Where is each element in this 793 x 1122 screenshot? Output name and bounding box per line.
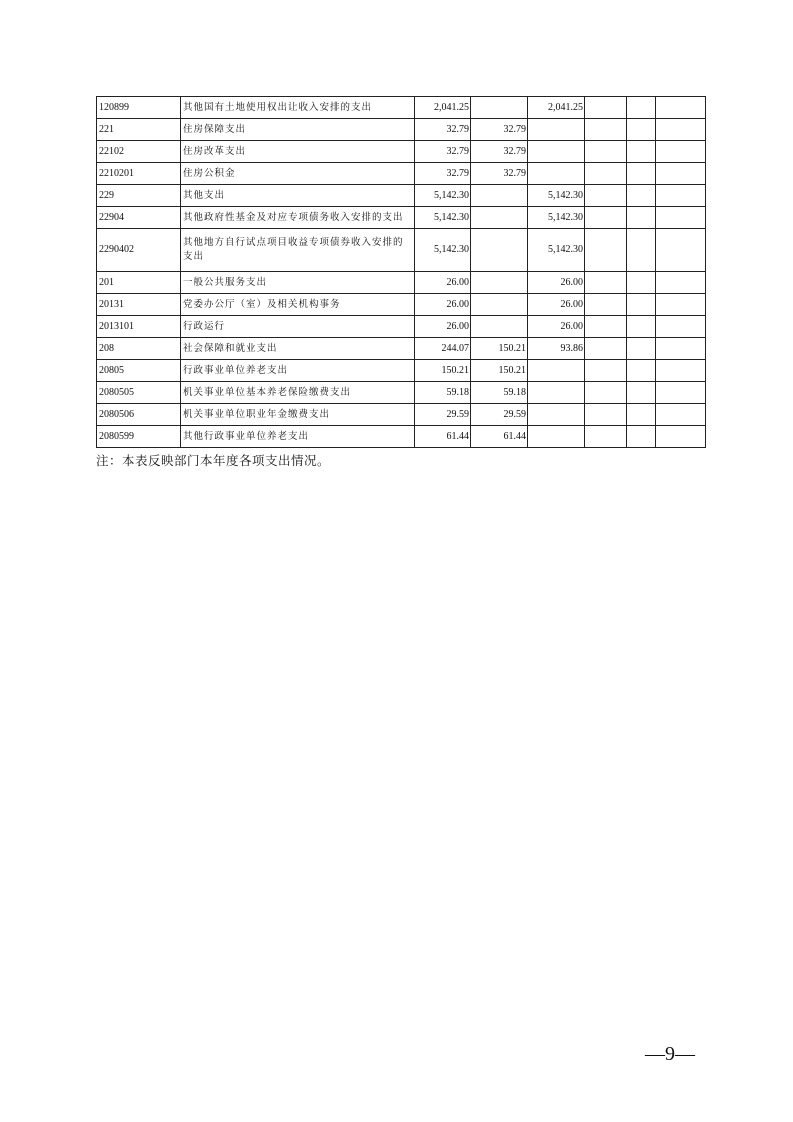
empty-cell: [585, 163, 627, 185]
account-name-cell: 其他国有土地使用权出让收入安排的支出: [181, 97, 415, 119]
empty-cell: [585, 338, 627, 360]
empty-cell: [656, 207, 706, 229]
total-amount-cell: 26.00: [415, 316, 471, 338]
empty-cell: [656, 316, 706, 338]
basic-expenditure-cell: 61.44: [471, 426, 528, 448]
empty-cell: [627, 207, 656, 229]
table-row: [97, 360, 706, 382]
project-expenditure-cell: 26.00: [528, 316, 585, 338]
account-name-cell: 住房公积金: [181, 163, 415, 185]
total-amount-cell: 244.07: [415, 338, 471, 360]
empty-cell: [656, 426, 706, 448]
table-row: [97, 294, 706, 316]
total-amount-cell: 26.00: [415, 272, 471, 294]
basic-expenditure-cell: [471, 272, 528, 294]
total-amount-cell: 5,142.30: [415, 229, 471, 272]
project-expenditure-cell: 5,142.30: [528, 229, 585, 272]
empty-cell: [585, 404, 627, 426]
basic-expenditure-cell: 29.59: [471, 404, 528, 426]
empty-cell: [656, 229, 706, 272]
empty-cell: [627, 229, 656, 272]
basic-expenditure-cell: [471, 229, 528, 272]
empty-cell: [627, 426, 656, 448]
empty-cell: [585, 294, 627, 316]
account-name-cell: 行政运行: [181, 316, 415, 338]
project-expenditure-cell: 2,041.25: [528, 97, 585, 119]
table-row: [97, 119, 706, 141]
empty-cell: [585, 382, 627, 404]
empty-cell: [656, 185, 706, 207]
account-name-cell: 社会保障和就业支出: [181, 338, 415, 360]
total-amount-cell: 32.79: [415, 119, 471, 141]
empty-cell: [656, 360, 706, 382]
basic-expenditure-cell: 32.79: [471, 141, 528, 163]
project-expenditure-cell: [528, 163, 585, 185]
total-amount-cell: 150.21: [415, 360, 471, 382]
table-row: [97, 185, 706, 207]
table-row: [97, 141, 706, 163]
total-amount-cell: 26.00: [415, 294, 471, 316]
account-name-cell: 住房保障支出: [181, 119, 415, 141]
empty-cell: [656, 382, 706, 404]
table-row: [97, 316, 706, 338]
project-expenditure-cell: 26.00: [528, 272, 585, 294]
expenditure-table: [96, 96, 706, 448]
account-name-cell: 一般公共服务支出: [181, 272, 415, 294]
table-row: [97, 382, 706, 404]
account-name-cell: 党委办公厅（室）及相关机构事务: [181, 294, 415, 316]
empty-cell: [627, 316, 656, 338]
basic-expenditure-cell: [471, 316, 528, 338]
table-row: [97, 338, 706, 360]
account-code-cell: 2013101: [97, 316, 181, 338]
table-row: [97, 97, 706, 119]
empty-cell: [585, 119, 627, 141]
account-code-cell: 221: [97, 119, 181, 141]
total-amount-cell: 5,142.30: [415, 207, 471, 229]
empty-cell: [585, 141, 627, 163]
table-row: [97, 426, 706, 448]
project-expenditure-cell: [528, 382, 585, 404]
project-expenditure-cell: [528, 360, 585, 382]
table-row: [97, 163, 706, 185]
account-name-cell: 其他行政事业单位养老支出: [181, 426, 415, 448]
empty-cell: [656, 272, 706, 294]
empty-cell: [656, 294, 706, 316]
account-code-cell: 120899: [97, 97, 181, 119]
basic-expenditure-cell: 150.21: [471, 338, 528, 360]
empty-cell: [627, 119, 656, 141]
page-number: —9—: [645, 1043, 695, 1065]
basic-expenditure-cell: [471, 185, 528, 207]
empty-cell: [585, 207, 627, 229]
empty-cell: [585, 185, 627, 207]
account-code-cell: 2080506: [97, 404, 181, 426]
project-expenditure-cell: [528, 119, 585, 141]
account-code-cell: 22904: [97, 207, 181, 229]
basic-expenditure-cell: [471, 97, 528, 119]
table-row: [97, 272, 706, 294]
empty-cell: [627, 404, 656, 426]
empty-cell: [585, 272, 627, 294]
basic-expenditure-cell: [471, 207, 528, 229]
project-expenditure-cell: 5,142.30: [528, 207, 585, 229]
basic-expenditure-cell: 59.18: [471, 382, 528, 404]
empty-cell: [656, 141, 706, 163]
account-code-cell: 20805: [97, 360, 181, 382]
account-code-cell: 2080505: [97, 382, 181, 404]
empty-cell: [585, 229, 627, 272]
empty-cell: [656, 338, 706, 360]
account-code-cell: 229: [97, 185, 181, 207]
empty-cell: [627, 272, 656, 294]
account-name-cell: 住房改革支出: [181, 141, 415, 163]
empty-cell: [627, 141, 656, 163]
table-body: [97, 97, 706, 448]
account-name-cell: 机关事业单位基本养老保险缴费支出: [181, 382, 415, 404]
empty-cell: [627, 185, 656, 207]
project-expenditure-cell: [528, 141, 585, 163]
total-amount-cell: 59.18: [415, 382, 471, 404]
account-code-cell: 2290402: [97, 229, 181, 272]
empty-cell: [656, 97, 706, 119]
account-code-cell: 2210201: [97, 163, 181, 185]
account-name-cell: 行政事业单位养老支出: [181, 360, 415, 382]
account-name-cell: 其他支出: [181, 185, 415, 207]
account-code-cell: 201: [97, 272, 181, 294]
project-expenditure-cell: 26.00: [528, 294, 585, 316]
total-amount-cell: 32.79: [415, 163, 471, 185]
project-expenditure-cell: [528, 426, 585, 448]
total-amount-cell: 2,041.25: [415, 97, 471, 119]
empty-cell: [585, 316, 627, 338]
empty-cell: [585, 97, 627, 119]
basic-expenditure-cell: 32.79: [471, 119, 528, 141]
account-code-cell: 22102: [97, 141, 181, 163]
total-amount-cell: 61.44: [415, 426, 471, 448]
project-expenditure-cell: [528, 404, 585, 426]
empty-cell: [627, 294, 656, 316]
account-name-cell: 其他政府性基金及对应专项债务收入安排的支出: [181, 207, 415, 229]
empty-cell: [585, 426, 627, 448]
empty-cell: [656, 119, 706, 141]
table-row: [97, 207, 706, 229]
account-name-cell: 机关事业单位职业年金缴费支出: [181, 404, 415, 426]
basic-expenditure-cell: 150.21: [471, 360, 528, 382]
empty-cell: [656, 163, 706, 185]
basic-expenditure-cell: 32.79: [471, 163, 528, 185]
table-note: 注：本表反映部门本年度各项支出情况。: [96, 453, 331, 468]
table-row: [97, 229, 706, 272]
account-name-cell: 其他地方自行试点项目收益专项债券收入安排的支出: [181, 229, 415, 272]
account-code-cell: 208: [97, 338, 181, 360]
empty-cell: [627, 360, 656, 382]
account-code-cell: 20131: [97, 294, 181, 316]
empty-cell: [627, 338, 656, 360]
empty-cell: [627, 163, 656, 185]
account-code-cell: 2080599: [97, 426, 181, 448]
total-amount-cell: 29.59: [415, 404, 471, 426]
empty-cell: [585, 360, 627, 382]
project-expenditure-cell: 5,142.30: [528, 185, 585, 207]
basic-expenditure-cell: [471, 294, 528, 316]
empty-cell: [656, 404, 706, 426]
table-row: [97, 404, 706, 426]
project-expenditure-cell: 93.86: [528, 338, 585, 360]
total-amount-cell: 5,142.30: [415, 185, 471, 207]
empty-cell: [627, 382, 656, 404]
empty-cell: [627, 97, 656, 119]
total-amount-cell: 32.79: [415, 141, 471, 163]
